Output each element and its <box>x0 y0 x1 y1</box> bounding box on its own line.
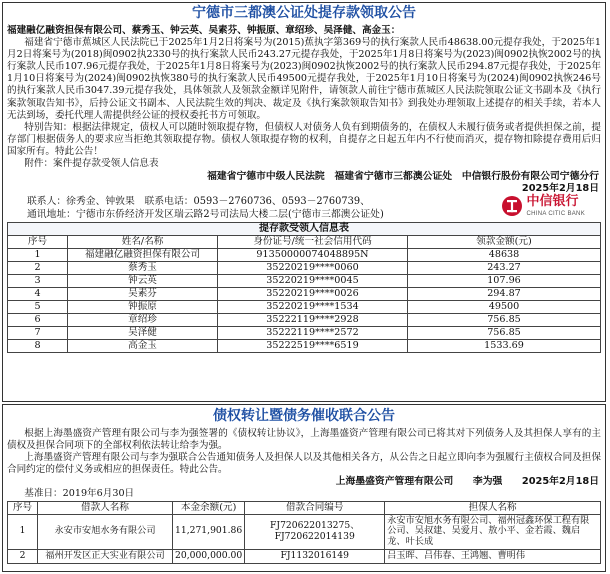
table-row <box>8 287 601 300</box>
table-cell: 756.85 <box>408 313 601 326</box>
table-cell: 钟振原 <box>68 300 218 313</box>
table-cell: 35220219****0045 <box>218 274 408 287</box>
table-cell: 35222519****6519 <box>218 339 408 352</box>
table-cell: 福建融亿融资担保有限公司 <box>68 248 218 261</box>
table-header: 姓名/名称 <box>68 235 218 248</box>
table-cell: 蔡秀玉 <box>68 261 218 274</box>
notice1-address: 通讯地址：宁德市东侨经济开发区瑞云路2号司法局大楼二层(宁德市三都澳公证处) <box>27 208 384 220</box>
table-cell: 35220219****1534 <box>218 300 408 313</box>
table-header: 领款金额(元) <box>408 235 601 248</box>
notice2-para2: 上海墨盛资产管理有限公司与李为强联合公告通知债务人及担保人以及其他相关各方，从公告之日起立即向李为强履行主债权合同及担保合同约定的偿付义务或相应的担保责任。特此公告。 <box>7 451 601 476</box>
table-cell: 107.96 <box>408 274 601 287</box>
table-row <box>8 261 601 274</box>
table-row <box>8 514 601 550</box>
table-cell: 35222119****2572 <box>218 326 408 339</box>
table-header: 本金余额(元) <box>173 501 245 514</box>
table-cell: 756.85 <box>408 326 601 339</box>
table-cell: 294.87 <box>408 287 601 300</box>
table-cell: 吴泽健 <box>68 326 218 339</box>
table-header: 序号 <box>8 501 38 514</box>
table-cell: 福州开发区正大实业有限公司 <box>38 550 173 564</box>
table-row <box>8 313 601 326</box>
table-header: 借款人名称 <box>38 501 173 514</box>
recipients-table <box>7 235 601 353</box>
table-cell: 20,000,000.00 <box>173 550 245 564</box>
table-cell: 永安市安旭水务有限公司、福州冠鑫环保工程有限公司、吴叔建、吴爱月、敖小平、金若霞、魏启龙、叶长成 <box>385 514 601 550</box>
bank-name-en: CHINA CITIC BANK <box>526 210 585 217</box>
table-cell: 2 <box>8 261 68 274</box>
table-cell: FJ1132016149 <box>245 550 385 564</box>
table-cell: 钟云英 <box>68 274 218 287</box>
table-cell: 4 <box>8 287 68 300</box>
notice1-addressees: 福建融亿融资担保有限公司、蔡秀玉、钟云英、吴素芬、钟振原、章绍珍、吴泽健、高金玉： <box>7 24 401 36</box>
table-row <box>8 339 601 352</box>
table-cell: 48638 <box>408 248 601 261</box>
notice2-base-date: 基准日：2019年6月30日 <box>24 488 135 500</box>
table-header-row <box>8 501 601 514</box>
table-row <box>8 274 601 287</box>
table-cell: 7 <box>8 326 68 339</box>
table-cell: 吴素芬 <box>68 287 218 300</box>
table-cell: 永安市安旭水务有限公司 <box>38 514 173 550</box>
notice2-title: 债权转让暨债务催收联合公告 <box>213 408 395 424</box>
table-row <box>8 550 601 564</box>
table-cell: 49500 <box>408 300 601 313</box>
notice2-para1: 根据上海墨盛资产管理有限公司与李为强签署的《债权转让协议》，上海墨盛资产管理有限公司已将其对下列债务人及其担保人享有的主债权及担保合同项下的全部权利依法转让给李为强。 <box>7 427 601 451</box>
notice1-date: 2025年2月18日 <box>521 182 599 194</box>
notice1-para2: 特别告知：根据法律规定，债权人可以随时领取提存物，但债权人对债务人负有到期债务的，在债权人未履行债务或者提供担保之前，提存部门根据债务人的要求应当拒绝其领取提存物。债权人领取提存物的权利，自提存之日起五年内不行使而消灭，提存物扣除提存费用后归国家所有。特此公告！ <box>7 121 601 158</box>
table-cell: 1533.69 <box>408 339 601 352</box>
table-cell: 8 <box>8 339 68 352</box>
table-cell: 1 <box>8 248 68 261</box>
table-cell: 35222119****2928 <box>218 313 408 326</box>
table-cell: FJ720622013275、FJ720622014139 <box>245 514 385 550</box>
table-cell: 3 <box>8 274 68 287</box>
table-cell: 5 <box>8 300 68 313</box>
notice-debt-transfer <box>2 404 606 572</box>
notice2-signers: 上海墨盛资产管理有限公司 李为强 2025年2月18日 <box>335 476 599 488</box>
citic-bank-logo <box>501 194 585 219</box>
table-header: 序号 <box>8 235 68 248</box>
table-cell: 35220219****0026 <box>218 287 408 300</box>
recipients-table-caption: 提存款受领人信息表 <box>7 222 601 235</box>
table-row <box>8 300 601 313</box>
table-header: 担保人名称 <box>385 501 601 514</box>
table-cell: 11,271,901.86 <box>173 514 245 550</box>
notice1-attachment: 附件：案件提存款受领人信息表 <box>24 158 159 170</box>
notice1-title: 宁德市三都澳公证处提存款领取公告 <box>192 5 416 21</box>
notice1-contacts: 联系人：徐秀金、钟敦果 联系电话：0593－2760736、0593－2760739、 <box>27 196 370 208</box>
table-cell: 243.27 <box>408 261 601 274</box>
table-cell: 吕玉晖、吕伟春、王鸿翘、曹明伟 <box>385 550 601 564</box>
table-header-row <box>8 235 601 248</box>
table-cell: 章绍珍 <box>68 313 218 326</box>
table-header: 借款合同编号 <box>245 501 385 514</box>
table-cell: 高金玉 <box>68 339 218 352</box>
table-row <box>8 248 601 261</box>
table-header: 身份证号/统一社会信用代码 <box>218 235 408 248</box>
notice1-contact-block <box>3 196 605 221</box>
table-cell: 35220219****0060 <box>218 261 408 274</box>
table-cell: 1 <box>8 514 38 550</box>
table-cell: 6 <box>8 313 68 326</box>
notice1-signers: 福建省宁德市中级人民法院 福建省宁德市三都澳公证处 中信银行股份有限公司宁德分行 <box>207 170 599 182</box>
bank-name: 中信银行 <box>526 194 579 210</box>
debt-table <box>7 501 601 564</box>
citic-bank-icon <box>501 195 523 217</box>
table-row <box>8 326 601 339</box>
table-cell: 2 <box>8 550 38 564</box>
notice-claim-deposit <box>2 2 606 402</box>
notice1-para1: 福建省宁德市蕉城区人民法院已于2025年1月2日将案号为(2015)蕉执字第369号的执行案款人民币48638.00元提存我处，于2025年1月2日将案号为(2018)闽0902执2330号的执行案款人民币243.27元提存我处，于2025年1月8日将案号为(2023)闽0902执恢2002号的执行案款人民币107.96元提存我处，于2025年1月8日将案号为(2023)闽0902执恢2002号的执行案款人民币294.87元提存我处，于2025年1月10日将案号为(2024)闽0902执恢380号的执行案款人民币49500元提存我处，于2025年1月10日将案号为(2024)闽0902执恢246号的执行案款人民币3047.39元提存我处，具体领款人及领款金额详见附件，请领款人前往宁德市蕉城区人民法院领取公证文书副本及《执行案款领取告知书》，后持公证文书副本、人民法院生效的判决、裁定及《执行案款领取告知书》到我处办理领取上述提存的相关手续，若本人无法到场，委托代理人需提供经公证的授权委托书方可领取。 <box>7 36 601 121</box>
table-cell: 91350000074048895N <box>218 248 408 261</box>
